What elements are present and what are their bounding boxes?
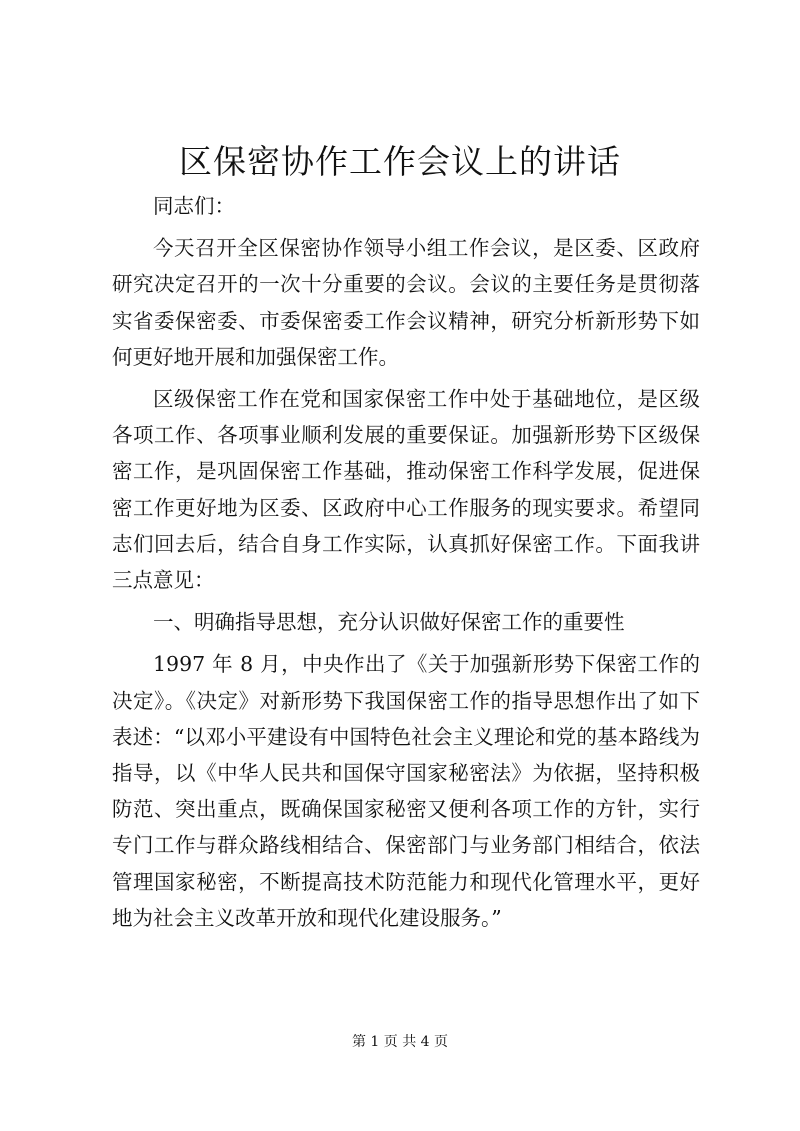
paragraph-intro: 今天召开全区保密协作领导小组工作会议，是区委、区政府研究决定召开的一次十分重要的会议。会议的主要任务是贯彻落实省委保密委、市委保密委工作会议精神，研究分析新形势下如何更好地开展和加强保密工作。 <box>112 236 700 369</box>
document-body <box>112 188 700 936</box>
salutation: 同志们： <box>153 194 235 218</box>
page-number-footer: 第 1 页 共 4 页 <box>351 1034 449 1050</box>
document-title: 区保密协作工作会议上的讲话 <box>179 142 621 181</box>
paragraph-importance: 区级保密工作在党和国家保密工作中处于基础地位，是区级各项工作、各项事业顺利发展的重要保证。加强新形势下区级保密工作，是巩固保密工作基础，推动保密工作科学发展，促进保密工作更好地为区委、区政府中心工作服务的现实要求。希望同志们回去后，结合自身工作实际，认真抓好保密工作。下面我讲三点意见： <box>112 387 700 593</box>
paragraph-1997-decision: 1997 年 8 月，中央作出了《关于加强新形势下保密工作的决定》。《决定》对新形势下我国保密工作的指导思想作出了如下表述：“以邓小平建设有中国特色社会主义理论和党的基本路线为指导，以《中华人民共和国保守国家秘密法》为依据，坚持积极防范、突出重点，既确保国家秘密又便利各项工作的方针，实行专门工作与群众路线相结合、保密部门与业务部门相结合，依法管理国家秘密，不断提高技术防范能力和现代化管理水平，更好地为社会主义改革开放和现代化建设服务。” <box>112 652 700 930</box>
section-heading-1: 一、明确指导思想，充分认识做好保密工作的重要性 <box>153 610 625 635</box>
